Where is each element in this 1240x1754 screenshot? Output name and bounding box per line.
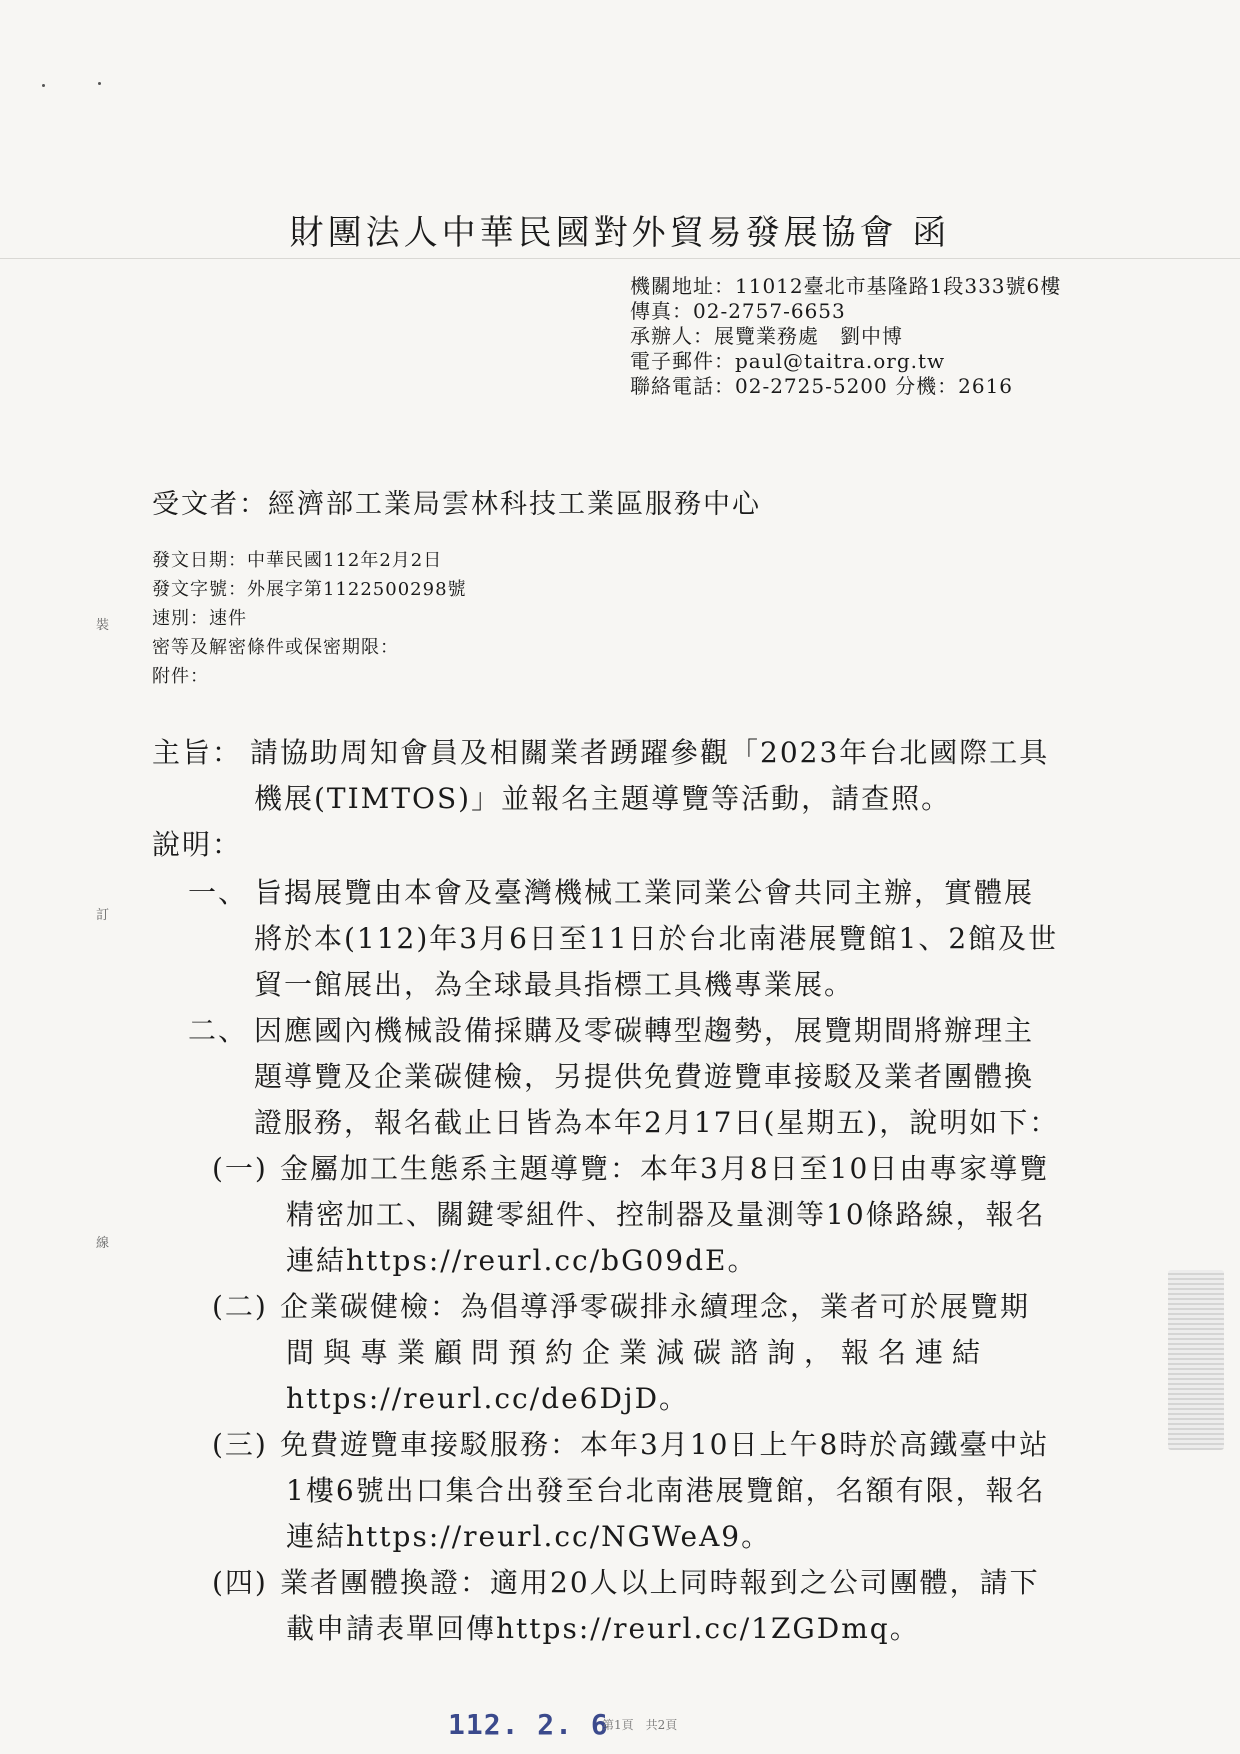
side-scan-stamp (1168, 1270, 1224, 1450)
subject-label: 主旨： (152, 736, 243, 769)
binding-mark-zhuang: 裝 (96, 618, 110, 633)
item-line: 旨揭展覽由本會及臺灣機械工業同業公會共同主辦，實體展 (254, 876, 1035, 909)
recipient: 受文者：經濟部工業局雲林科技工業區服務中心 (152, 489, 761, 520)
subitem-number: (二) (212, 1290, 268, 1323)
item-number: 一、 (188, 876, 249, 909)
subitem-number: (三) (212, 1428, 268, 1461)
meta-block (152, 546, 467, 691)
subitem-link-line: https://reurl.cc/de6DjD。 (286, 1382, 690, 1415)
item-line: 貿一館展出，為全球最具指標工具機專業展。 (254, 968, 855, 1001)
contact-phone: 聯絡電話：02-2725-5200 分機：2616 (630, 374, 1014, 398)
page-indicator: 第1頁 共2頁 (602, 1718, 678, 1732)
subitem-line: 精密加工、關鍵零組件、控制器及量測等10條路線，報名 (286, 1198, 1046, 1231)
binding-mark-ding: 訂 (96, 908, 110, 923)
explanation-label: 說明： (152, 828, 243, 861)
secrecy-level: 密等及解密條件或保密期限： (152, 637, 399, 658)
subitem-number: (一) (212, 1152, 268, 1185)
subitem-line: 企業碳健檢：為倡導淨零碳排永續理念，業者可於展覽期 (280, 1290, 1031, 1323)
contact-fax: 傳真：02-2757-6653 (630, 299, 846, 323)
contact-block (630, 274, 1061, 399)
scan-speck (98, 82, 101, 85)
document-title: 財團法人中華民國對外貿易發展協會 函 (289, 213, 951, 253)
delivery-speed: 速別：速件 (152, 608, 247, 629)
binding-mark-xian: 線 (96, 1236, 110, 1251)
subject-line: 請協助周知會員及相關業者踴躍參觀「2023年台北國際工具 (250, 736, 1050, 769)
subitem-link-line: 載申請表單回傳https://reurl.cc/1ZGDmq。 (286, 1612, 920, 1645)
item-line: 因應國內機械設備採購及零碳轉型趨勢，展覽期間將辦理主 (254, 1014, 1035, 1047)
subitem-line: 金屬加工生態系主題導覽：本年3月8日至10日由專家導覽 (280, 1152, 1050, 1185)
subitem-line: 1樓6號出口集合出發至台北南港展覽館，名額有限，報名 (286, 1474, 1046, 1507)
item-line: 證服務，報名截止日皆為本年2月17日(星期五)，說明如下： (254, 1106, 1060, 1139)
subject-line: 機展(TIMTOS)」並報名主題導覽等活動，請查照。 (254, 782, 952, 815)
scan-speck (42, 84, 45, 87)
issue-number: 發文字號：外展字第1122500298號 (152, 579, 467, 600)
contact-handler: 承辦人：展覽業務處 劉中博 (630, 324, 903, 348)
item-line: 將於本(112)年3月6日至11日於台北南港展覽館1、2館及世 (254, 922, 1059, 955)
subitem-number: (四) (212, 1566, 268, 1599)
subitem-line: 業者團體換證：適用20人以上同時報到之公司團體，請下 (280, 1566, 1040, 1599)
subitem-line: 間與專業顧問預約企業減碳諮詢，報名連結 (286, 1336, 990, 1369)
contact-address: 機關地址：11012臺北市基隆路1段333號6樓 (630, 274, 1062, 298)
scan-divider (0, 258, 1240, 259)
item-line: 題導覽及企業碳健檢，另提供免費遊覽車接駁及業者團體換 (254, 1060, 1035, 1093)
subitem-link-line: 連結https://reurl.cc/NGWeA9。 (286, 1520, 772, 1553)
received-date-stamp: 112. 2. 6 (448, 1708, 609, 1741)
subitem-link-line: 連結https://reurl.cc/bG09dE。 (286, 1244, 758, 1277)
item-number: 二、 (188, 1014, 249, 1047)
contact-email: 電子郵件：paul@taitra.org.tw (630, 349, 946, 373)
issue-date: 發文日期：中華民國112年2月2日 (152, 550, 443, 571)
attachment: 附件： (152, 666, 209, 687)
subitem-line: 免費遊覽車接駁服務：本年3月10日上午8時於高鐵臺中站 (280, 1428, 1050, 1461)
